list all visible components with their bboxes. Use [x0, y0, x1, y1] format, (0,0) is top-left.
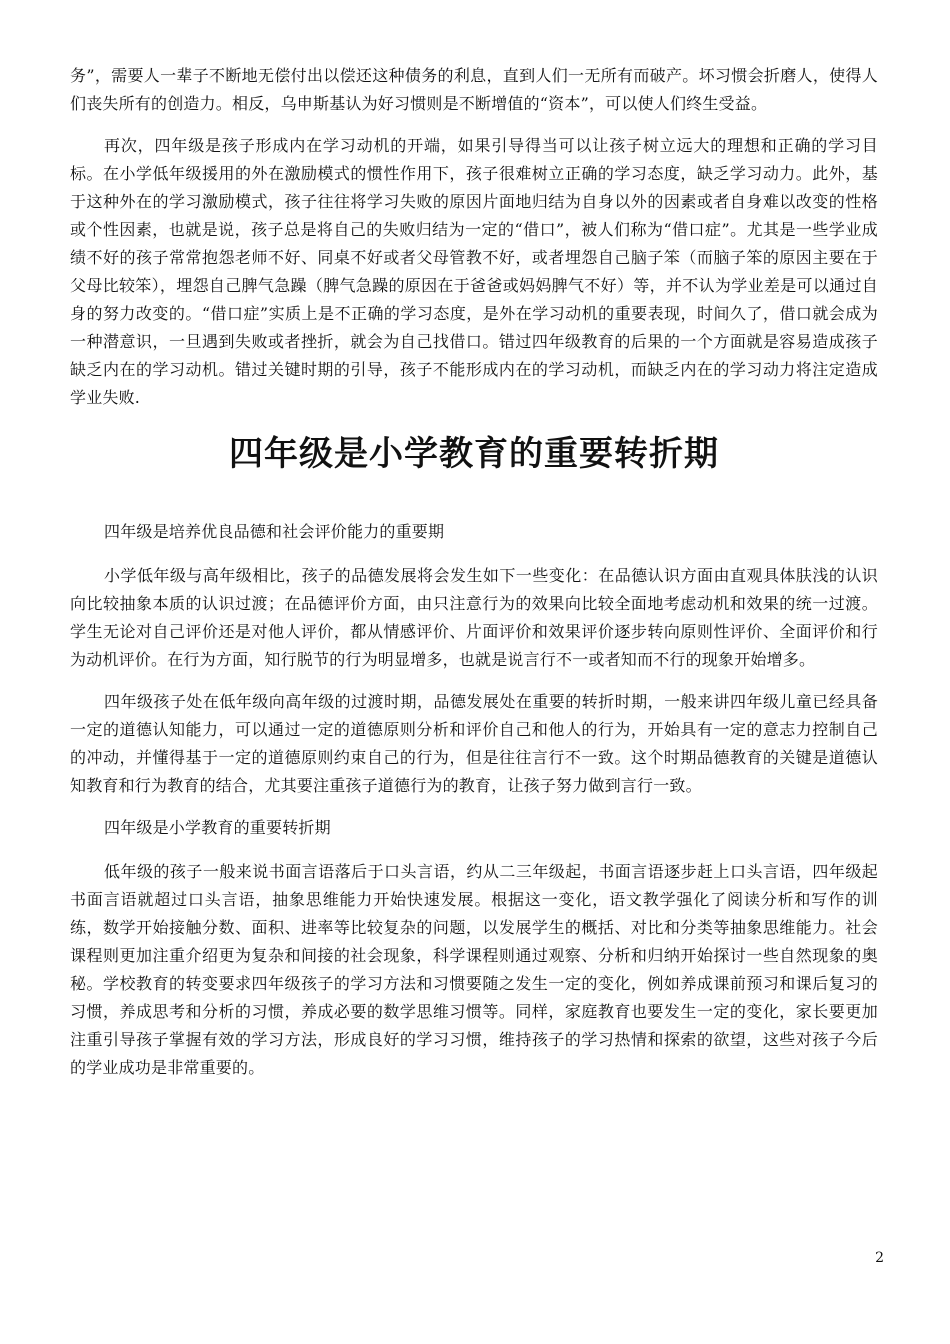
subheading-turning-point: 四年级是小学教育的重要转折期	[104, 818, 331, 837]
page-number: 2	[875, 1250, 884, 1266]
paragraph-learning-methods: 低年级的孩子一般来说书面言语落后于口头言语，约从二三年级起，书面言语逐步赶上口头言语，四年级起书面言语就超过口头言语，抽象思维能力开始快速发展。根据这一变化，语文教学强化了阅读分析和写作的训练，数学开始接触分数、面积、进率等比较复杂的问题，以发展学生的概括、对比和分类等抽象思维能力。社会课程则更加注重介绍更为复杂和间接的社会现象，科学课程则通过观察、分析和归纳开始探讨一些自然现象的奥秘。学校教育的转变要求四年级孩子的学习方法和习惯要随之发生一定的变化，例如养成课前预习和课后复习的习惯，养成思考和分析的习惯，养成必要的数学思维习惯等。同样，家庭教育也要发生一定的变化，家长要更加注重引导孩子掌握有效的学习方法，形成良好的学习习惯，维持孩子的学习热情和探索的欲望，这些对孩子今后的学业成功是非常重要的。	[70, 862, 878, 1077]
section-heading: 四年级是小学教育的重要转折期	[229, 434, 719, 474]
paragraph-learning-motivation: 再次，四年级是孩子形成内在学习动机的开端，如果引导得当可以让孩子树立远大的理想和正确的学习目标。在小学低年级援用的外在激励模式的惯性作用下，孩子很难树立正确的学习态度，缺乏学习动力。此外，基于这种外在的学习激励模式，孩子往往将学习失败的原因片面地归结为自身以外的因素或者自身难以改变的性格或个性因素，也就是说，孩子总是将自己的失败归结为一定的“借口”，被人们称为“借口症”。尤其是一些学业成绩不好的孩子常常抱怨老师不好、同桌不好或者父母管教不好，或者埋怨自己脑子笨（而脑子笨的原因主要在于父母比较笨），埋怨自己脾气急躁（脾气急躁的原因在于爸爸或妈妈脾气不好）等，并不认为学业差是可以通过自身的努力改变的。“借口症”实质上是不正确的学习态度，是外在学习动机的重要表现，时间久了，借口就会成为一种潜意识，一旦遇到失败或者挫折，就会为自己找借口。错过四年级教育的后果的一个方面就是容易造成孩子缺乏内在的学习动机。错过关键时期的引导，孩子不能形成内在的学习动机，而缺乏内在的学习动力将注定造成学业失败.	[70, 136, 878, 407]
subheading-moral-development: 四年级是培养优良品德和社会评价能力的重要期	[104, 522, 445, 541]
paragraph-continuation: 务”，需要人一辈子不断地无偿付出以偿还这种债务的利息，直到人们一无所有而破产。坏习惯会折磨人，使得人们丧失所有的创造力。相反，乌申斯基认为好习惯则是不断增值的“资本”，可以使人们终生受益。	[70, 66, 878, 113]
paragraph-grade-four-transition: 四年级孩子处在低年级向高年级的过渡时期，品德发展处在重要的转折时期，一般来讲四年级儿童已经具备一定的道德认知能力，可以通过一定的道德原则分析和评价自己和他人的行为，开始具有一定的意志力控制自己的冲动，并懂得基于一定的道德原则约束自己的行为，但是往往言行不一致。这个时期品德教育的关键是道德认知教育和行为教育的结合，尤其要注重孩子道德行为的教育，让孩子努力做到言行一致。	[70, 692, 878, 795]
paragraph-moral-changes: 小学低年级与高年级相比，孩子的品德发展将会发生如下一些变化：在品德认识方面由直观具体肤浅的认识向比较抽象本质的认识过渡；在品德评价方面，由只注意行为的效果向比较全面地考虑动机和效果的统一过渡。学生无论对自己评价还是对他人评价，都从情感评价、片面评价和效果评价逐步转向原则性评价、全面评价和行为动机评价。在行为方面，知行脱节的行为明显增多，也就是说言行不一或者知而不行的现象开始增多。	[70, 566, 878, 669]
